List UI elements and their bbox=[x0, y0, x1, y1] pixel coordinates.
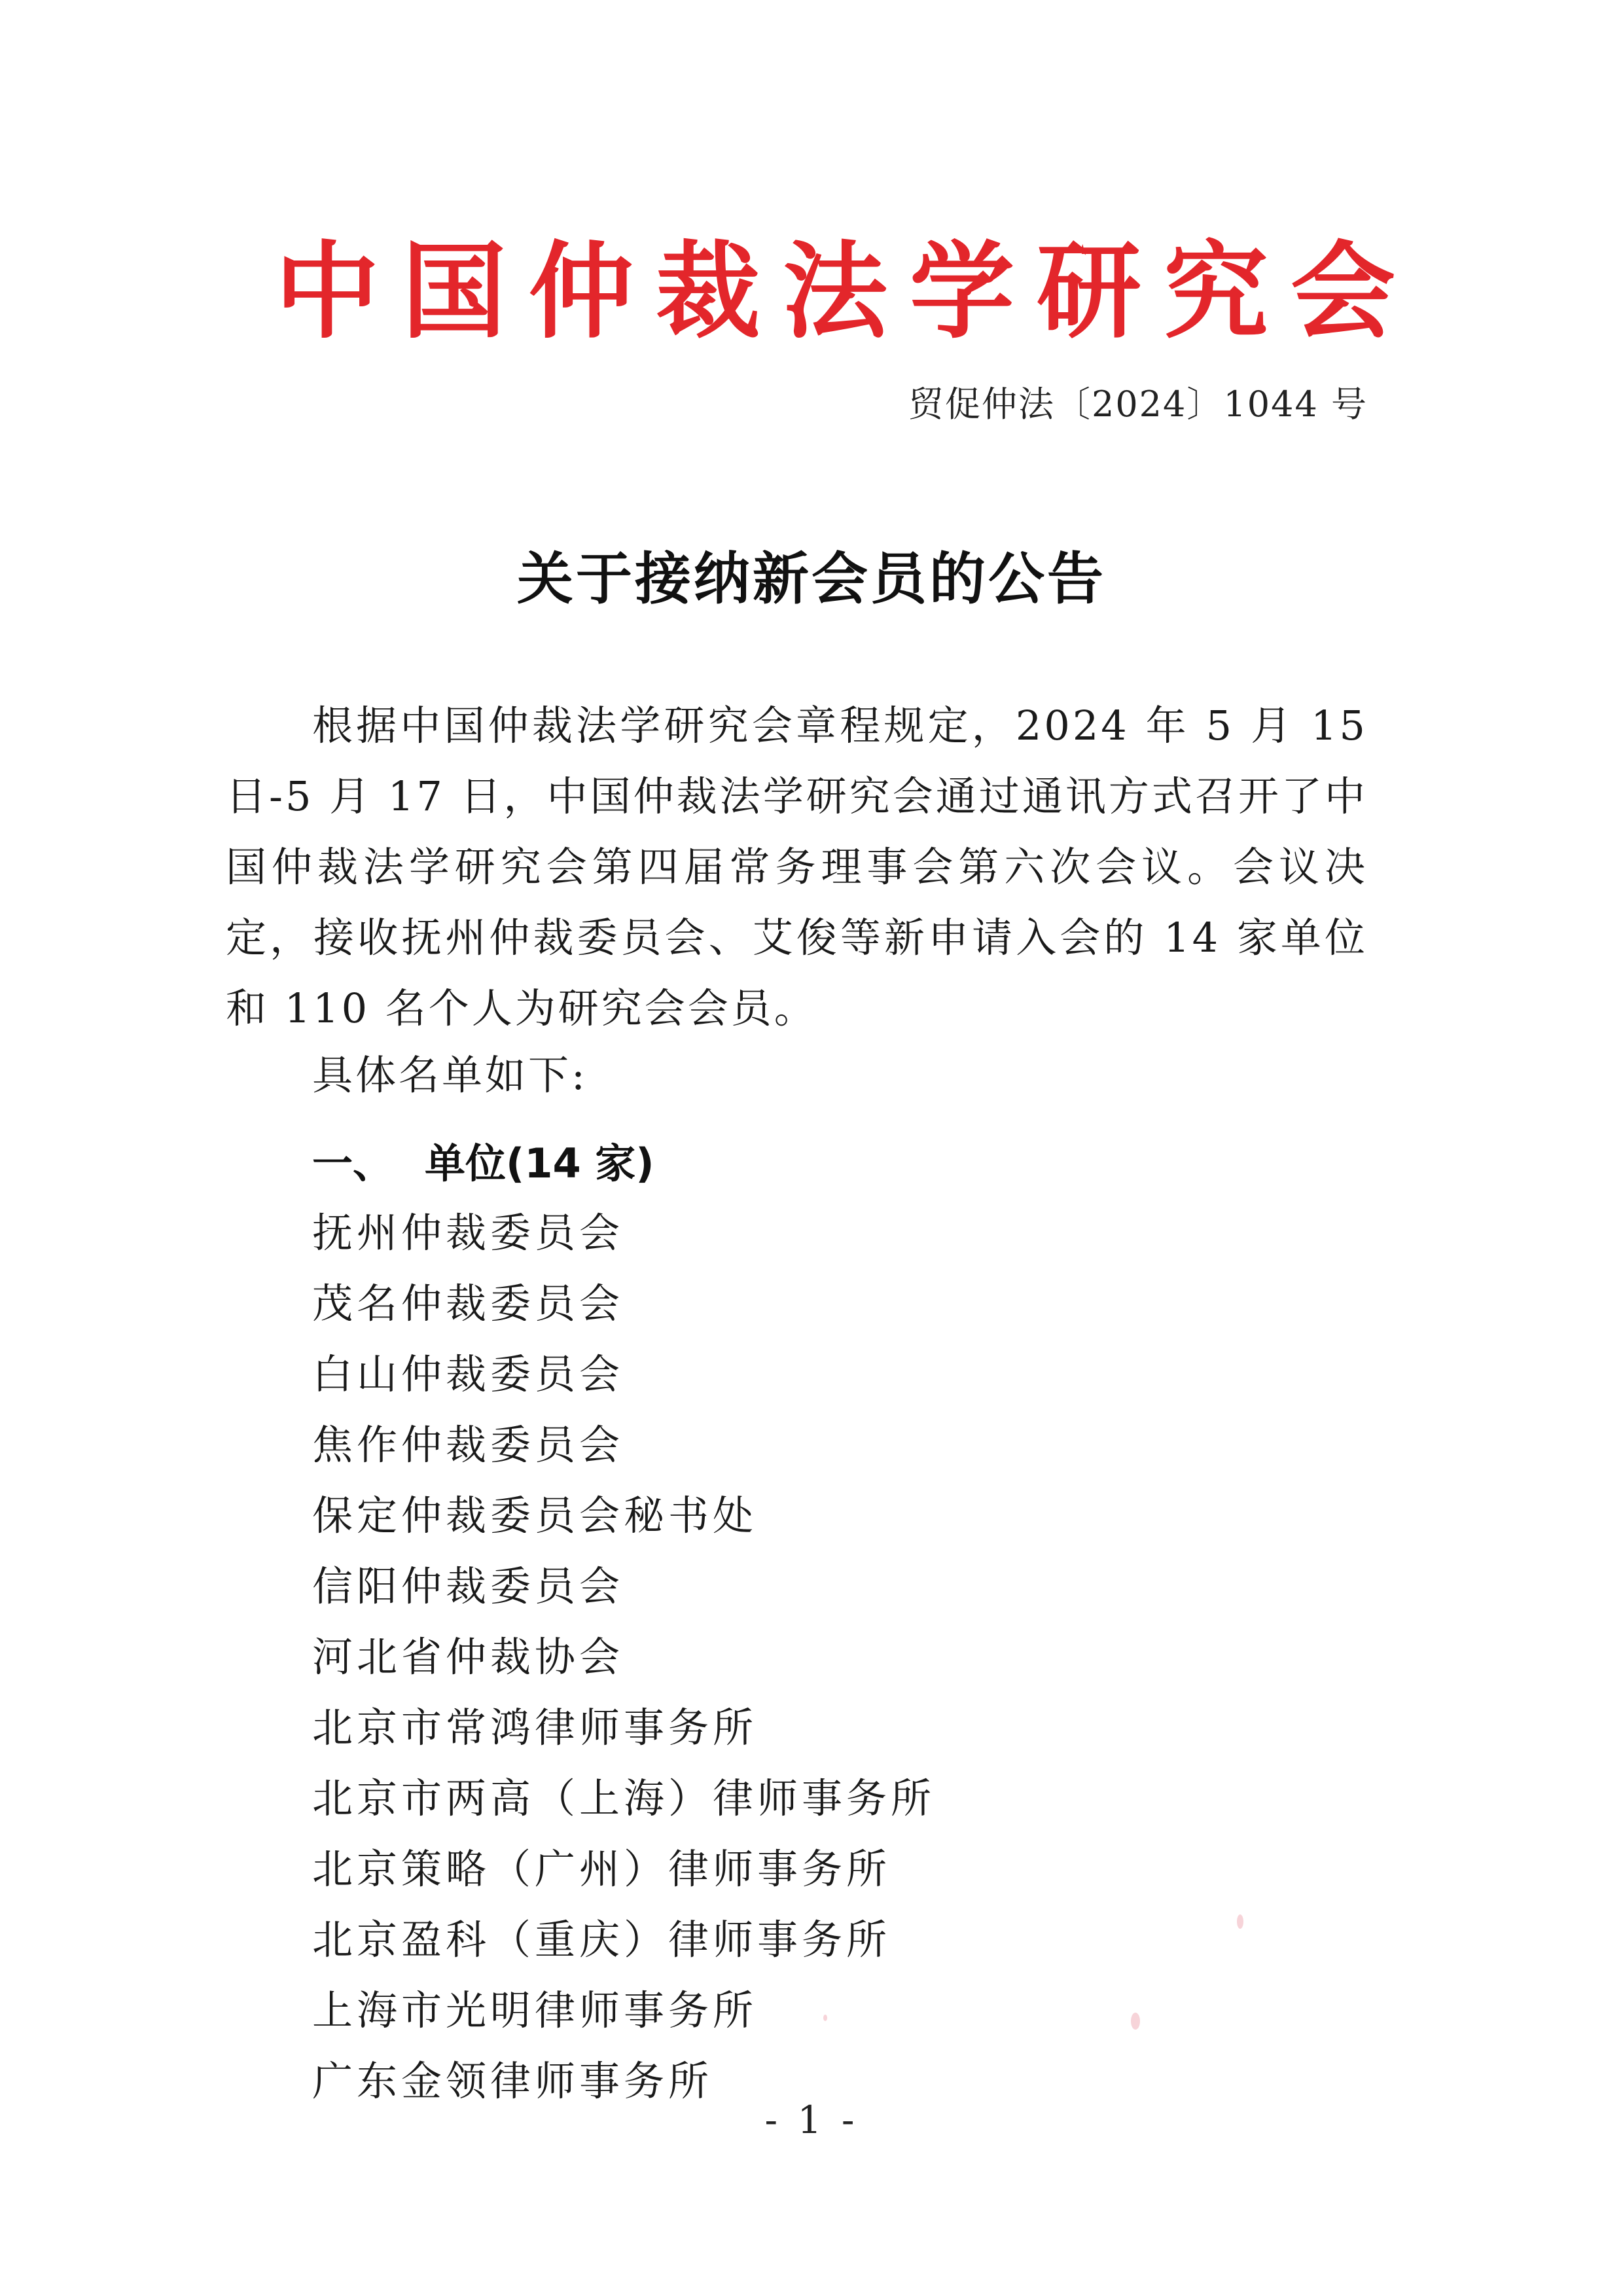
list-item: 抚州仲裁委员会 bbox=[312, 1209, 624, 1257]
list-item: 北京市两高（上海）律师事务所 bbox=[312, 1774, 936, 1822]
section-number: 一、 bbox=[312, 1139, 394, 1187]
list-item: 信阳仲裁委员会 bbox=[312, 1562, 624, 1610]
list-item: 焦作仲裁委员会 bbox=[312, 1421, 624, 1469]
section-heading-label: 单位(14 家) bbox=[425, 1139, 654, 1187]
scan-speck bbox=[1237, 1914, 1243, 1929]
announcement-title: 关于接纳新会员的公告 bbox=[517, 546, 1106, 612]
document-number: 贸促仲法〔2024〕1044 号 bbox=[908, 384, 1368, 425]
page-number: - 1 - bbox=[764, 2098, 859, 2142]
list-intro: 具体名单如下: bbox=[312, 1051, 588, 1099]
list-item: 河北省仲裁协会 bbox=[312, 1633, 624, 1681]
list-item: 茂名仲裁委员会 bbox=[312, 1280, 624, 1327]
list-item: 广东金领律师事务所 bbox=[312, 2057, 713, 2105]
list-item: 白山仲裁委员会 bbox=[312, 1350, 624, 1398]
section-heading bbox=[312, 1131, 654, 1189]
list-item: 北京盈科（重庆）律师事务所 bbox=[312, 1916, 891, 1964]
organization-header: 中国仲裁法学研究会 bbox=[275, 230, 1418, 353]
list-item: 北京策略（广州）律师事务所 bbox=[312, 1845, 891, 1893]
body-paragraph: 根据中国仲裁法学研究会章程规定，2024 年 5 月 15 日-5 月 17 日，中国仲裁法学研究会通过通讯方式召开了中国仲裁法学研究会第四届常务理事会第六次会议。会议决定，接收抚州仲裁委员会、艾俊等新申请入会的 14 家单位和 110 名个人为研究会会员。 bbox=[226, 702, 1368, 1032]
list-item: 北京市常鸿律师事务所 bbox=[312, 1704, 758, 1751]
scan-speck bbox=[823, 2015, 827, 2021]
list-item: 保定仲裁委员会秘书处 bbox=[312, 1492, 758, 1539]
scan-speck bbox=[1131, 2013, 1140, 2030]
member-units-list bbox=[312, 1198, 935, 2117]
list-item: 上海市光明律师事务所 bbox=[312, 1986, 758, 2034]
